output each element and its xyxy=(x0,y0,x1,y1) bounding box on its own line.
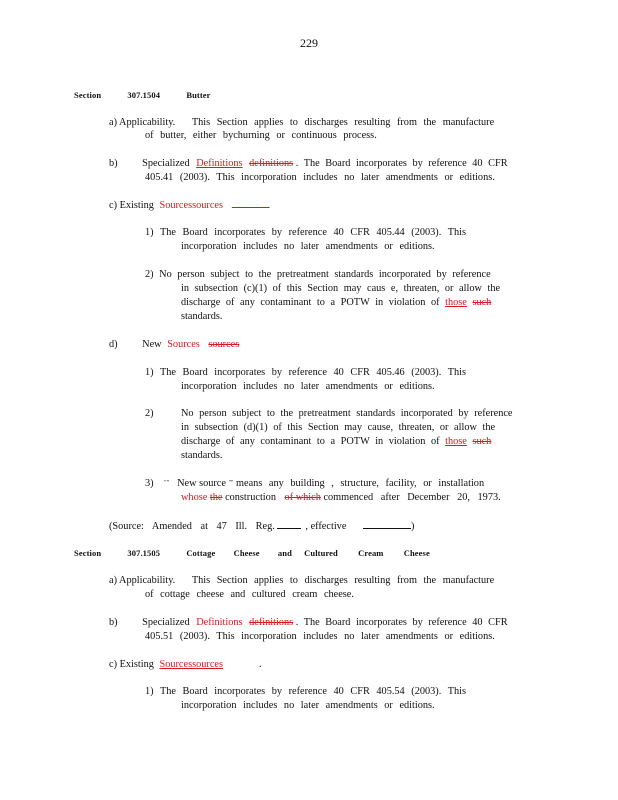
para-d-heading: d) New Sources sources xyxy=(109,339,240,350)
page-number: 229 xyxy=(300,36,318,50)
inserted-text: Sources xyxy=(167,339,200,350)
para-d2-line3: discharge of any contaminant to a POTW in violation of those such xyxy=(181,436,492,447)
para-c2-line2: in subsection (c)(1) of this Section may caus e, threaten, or allow the xyxy=(181,283,501,294)
inserted-text: Definitions xyxy=(196,158,243,169)
deleted-text xyxy=(232,199,268,208)
para-a-line1: a) Applicability. This Section applies to discharges resulting from the manufacture xyxy=(109,575,495,586)
inserted-text: Definitions xyxy=(196,617,243,628)
para-a-line1: a) Applicability. This Section applies to discharges resulting from the manufacture xyxy=(109,117,495,128)
inserted-text: those xyxy=(445,436,467,447)
para-c2-line1: 2) No person subject to the pretreatment standards incorporated by reference xyxy=(145,269,491,280)
inserted-text: those xyxy=(445,297,467,308)
para-d3-line2: whose the construction of which commenced after December 20, 1973. xyxy=(181,492,501,503)
para-b-line2: 405.41 (2003). This incorporation includes no later amendments or editions. xyxy=(145,172,495,183)
para-c1-line1: 1) The Board incorporates by reference 40 CFR 405.54 (2003). This xyxy=(145,686,467,697)
para-b-line1: b) Specialized Definitions definitions . The Board incorporates by reference 40 CFR xyxy=(109,617,508,628)
deleted-text: such xyxy=(472,436,492,447)
deleted-text: definitions xyxy=(249,158,294,169)
deleted-text: such xyxy=(472,297,492,308)
deleted-text: the xyxy=(209,492,223,503)
blank-line xyxy=(277,519,301,529)
para-c-heading: c) Existing Sourcessources . xyxy=(109,200,271,211)
para-d3-line1: 3) "" New source "" means any building , structure, facility, or installation xyxy=(145,478,485,489)
inserted-text: Sourcessources xyxy=(159,659,223,670)
inserted-text: Sourcessources xyxy=(159,200,223,211)
para-b-line2: 405.51 (2003). This incorporation includes no later amendments or editions. xyxy=(145,631,495,642)
para-c2-line4: standards. xyxy=(181,311,223,322)
para-d1-line2: incorporation includes no later amendments or editions. xyxy=(181,381,435,392)
deleted-text: sources xyxy=(208,339,240,350)
para-d2-label: 2) xyxy=(145,408,154,419)
para-c1-line2: incorporation includes no later amendments or editions. xyxy=(181,700,435,711)
para-c1-line2: incorporation includes no later amendments or editions. xyxy=(181,241,435,252)
blank-line xyxy=(363,519,411,529)
para-d2-line1: No person subject to the pretreatment standards incorporated by reference xyxy=(181,408,513,419)
section-heading-1504: Section 307.1504 Butter xyxy=(74,90,211,100)
para-a-line2: of cottage cheese and cultured cream cheese. xyxy=(145,589,354,600)
para-c2-line3: discharge of any contaminant to a POTW in violation of those such xyxy=(181,297,492,308)
para-c1-line1: 1) The Board incorporates by reference 40 CFR 405.44 (2003). This xyxy=(145,227,467,238)
para-d2-line2: in subsection (d)(1) of this Section may cause, threaten, or allow the xyxy=(181,422,496,433)
para-c-heading: c) Existing Sourcessources . xyxy=(109,659,262,670)
source-note: (Source: Amended at 47 Ill. Reg. , effective ) xyxy=(109,521,415,532)
para-a-line2: of butter, either bychurning or continuous process. xyxy=(145,130,377,141)
para-d2-line4: standards. xyxy=(181,450,223,461)
deleted-text: of which xyxy=(284,492,321,503)
para-b-line1: b) Specialized Definitions definitions . The Board incorporates by reference 40 CFR xyxy=(109,158,508,169)
deleted-text: definitions xyxy=(249,617,294,628)
inserted-text: whose xyxy=(181,492,208,503)
para-d1-line1: 1) The Board incorporates by reference 40 CFR 405.46 (2003). This xyxy=(145,367,467,378)
section-heading-1505: Section 307.1505 Cottage Cheese and Cultured Cream Cheese xyxy=(74,548,430,558)
